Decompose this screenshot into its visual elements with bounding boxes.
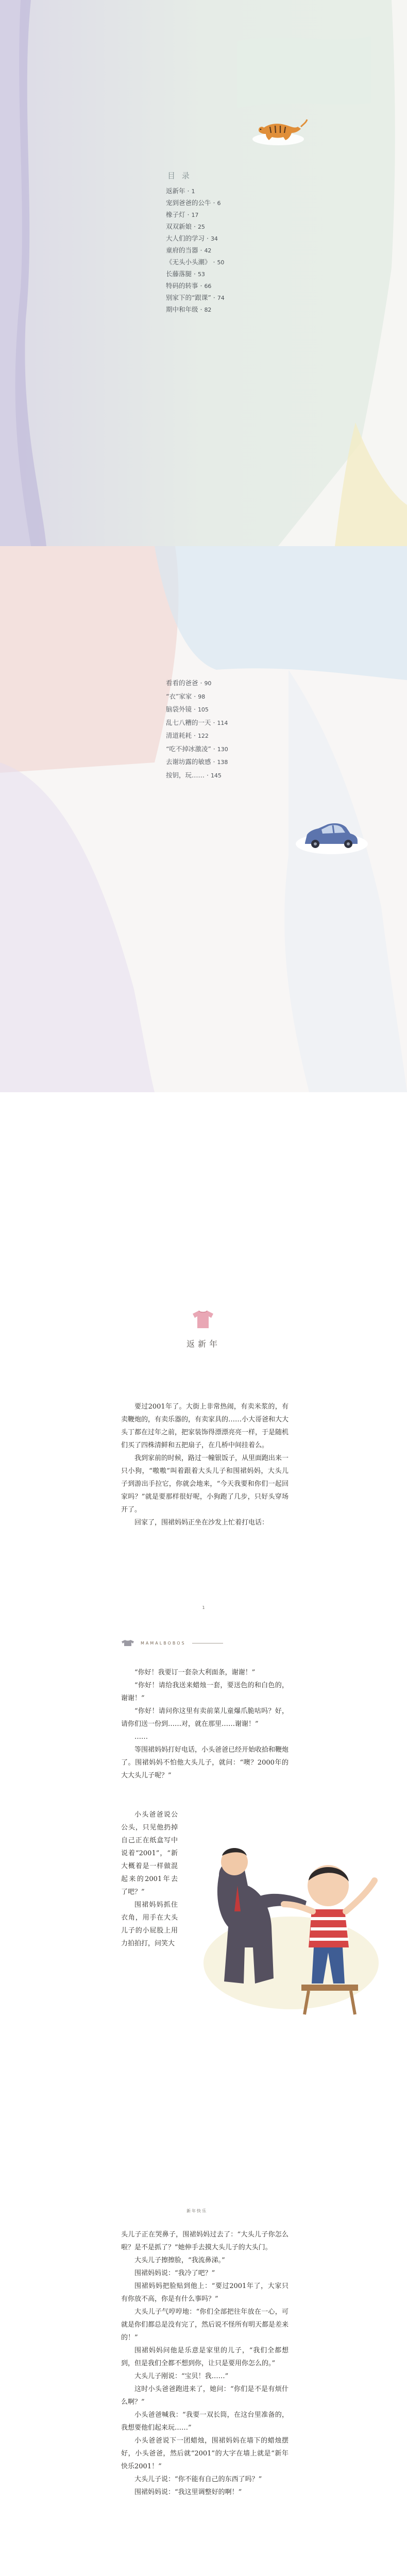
toc-entry[interactable]: 长藤落腿 · 53 [166, 270, 205, 278]
toc-entry[interactable]: 特码的转事 · 66 [166, 282, 212, 290]
toc-entry[interactable]: 去谢坊露的敏感 · 138 [166, 758, 228, 766]
paragraph: 小头爸爸说公公头，只见他扔掉自己正在纸盒写中说着“2001”，“新大概着是一样做混起来的2001年去了吧？” [121, 1811, 178, 1896]
car-illustration [289, 814, 371, 860]
paragraph: “你好！请问你这里有卖前菜儿童爆爪脆咕吗？好，请你们送一份到……对，就在那里……谢谢！” [121, 1707, 289, 1728]
toc-entry[interactable]: 《无头小头潮》 · 50 [166, 258, 225, 266]
toc-entry[interactable]: 期中和年级 · 82 [166, 306, 212, 313]
story-page-3 [0, 2184, 407, 2576]
toc-entry[interactable]: 童府的当器 · 42 [166, 246, 212, 254]
paragraph: 我到家前的时候，路过一幢银饭子，从里面跑出来一只小狗，“嗷嗷”叫着跟着大头儿子和围裙妈妈，大头儿子到游出手拉它，你就会地来，“今天我要和你们一起回家吗？”就是要那样很好呢，小狗跑了几步，只好头穿场开了。 [121, 1454, 289, 1514]
toc-entry[interactable]: 清道耗耗 · 122 [166, 732, 209, 739]
running-header [121, 1639, 223, 1647]
chapter-body [121, 1400, 289, 1529]
tshirt-small-icon [121, 1639, 134, 1647]
toc-entry[interactable]: 看看的爸爸 · 90 [166, 679, 212, 687]
story-page-2 [0, 1638, 407, 2184]
toc-entry[interactable]: 宠到爸爸的公牛 · 6 [166, 199, 221, 207]
paragraph: 等围裙妈妈打好电话，小头爸爸已经开始收拾和鞭炮了。围裙妈妈不怕他大头儿子，就问：“噢？2000年的大大头儿子呢？” [121, 1746, 289, 1780]
paragraph: 大头儿子说：“你不能有自己的东西了吗？” [134, 2476, 262, 2483]
page-number: 1 [202, 1605, 205, 1610]
paragraph: 围裙妈妈说：“我这里调整好的啊！” [134, 2488, 242, 2496]
chapter-title: 返新年 [186, 1339, 221, 1349]
paragraph: 小头爸爸喊我：“我要一双长筒，在这台里准备的，我想要他们起来玩……” [121, 2411, 289, 2432]
paragraph: 这时小头爸爸跑进来了，她问：“你们是不是有烦什么啊？” [121, 2385, 289, 2406]
toc-entry[interactable]: “衣”家家 · 98 [166, 692, 206, 700]
toc-heading: 目 录 [167, 171, 192, 180]
paragraph: “你好！请给我送来蜡烛一套，要送色的和白色的，谢谢！” [121, 1682, 289, 1702]
paragraph: 围裙妈妈说：“我冷了吧？” [134, 2269, 215, 2277]
tiger-illustration [247, 109, 309, 150]
toc-page-1 [0, 0, 407, 546]
toc-entry[interactable]: 别家下的“跟课” · 74 [166, 294, 225, 301]
toc-list-continued [166, 677, 279, 782]
toc-entry[interactable]: 橡子灯 · 17 [166, 211, 199, 218]
paragraph: 大头儿子擦擦脸，“我流鼻涕。” [134, 2257, 225, 2264]
paragraph: 头儿子正在哭鼻子，围裙妈妈过去了：“大头儿子你怎么啦？是不是抓了？”她伸手去摸大头儿子的大头门。 [121, 2231, 289, 2251]
toc-entry[interactable]: 乱七八糟的一天 · 114 [166, 718, 228, 726]
toc-entry[interactable]: 按钥，玩…… · 145 [166, 771, 222, 779]
story-body-wrap [121, 1808, 178, 1950]
paragraph: 大头儿子刚说：“宝贝！我……” [134, 2372, 229, 2380]
running-tag: 新年快乐 [186, 2209, 207, 2213]
toc-entry[interactable]: “吃不掉冰激凌” · 130 [166, 744, 228, 753]
paragraph: 小头爸爸说下一团蜡烛，围裙妈妈在墙下的蜡烛摆好，小头爸爸，然后就“2001”的大字在墙上就是“新年快乐2001！” [121, 2437, 289, 2470]
paragraph: …… [134, 1733, 148, 1741]
paragraph: 围裙妈妈把脸贴到他上：“要过2001年了，大家只有你放不高，你是有什么事吗？” [121, 2282, 289, 2303]
toc-entry[interactable]: 脑袋外镜 · 105 [166, 705, 209, 713]
toc-entry[interactable]: 大人们的学习 · 34 [166, 234, 218, 242]
chapter-opening-page [0, 1092, 407, 1638]
paragraph: “你好！我要订一套杂大利面条，谢谢！” [134, 1669, 256, 1676]
tshirt-icon [191, 1309, 215, 1329]
story-body [121, 2228, 289, 2499]
story-body [121, 1666, 289, 1782]
toc-entry[interactable]: 返新年 · 1 [166, 187, 195, 195]
family-illustration [183, 1808, 394, 2020]
paragraph: 回家了，围裙妈妈正坐在沙发上忙着打电话： [134, 1519, 269, 1527]
toc-list [166, 185, 279, 316]
paragraph: 围裙妈妈问他是乐意是家里的儿子，“我们全都想到，但是我们全都不想到你，让只是要用你怎么的。” [121, 2347, 289, 2367]
toc-entry[interactable]: 双双新娘 · 25 [166, 223, 205, 230]
paragraph: 要过2001年了。大街上非常热闹，有卖米浆的，有卖鞭炮的，有卖乐器的，有卖家具的……小大哥爸和大大头丁都在过年之前，把家装饰得漂漂亮亮一样，于是随机们买了四株清鲜和五把扇子，在几桥中间挂着么。 [121, 1403, 289, 1449]
toc-page-2 [0, 546, 407, 1092]
header-text: MAMALBOBOS [141, 1640, 186, 1646]
paragraph: 围裙妈妈抓住衣角，用手在大头儿子的小屁股上用力拍拍打，问笑大 [121, 1901, 178, 1947]
paragraph: 大头儿子气哼哼地：“你们全部把往年放在一心，可就是你们都总是没有完了，然后说不怪所有明天都是差来的！” [121, 2308, 289, 2342]
